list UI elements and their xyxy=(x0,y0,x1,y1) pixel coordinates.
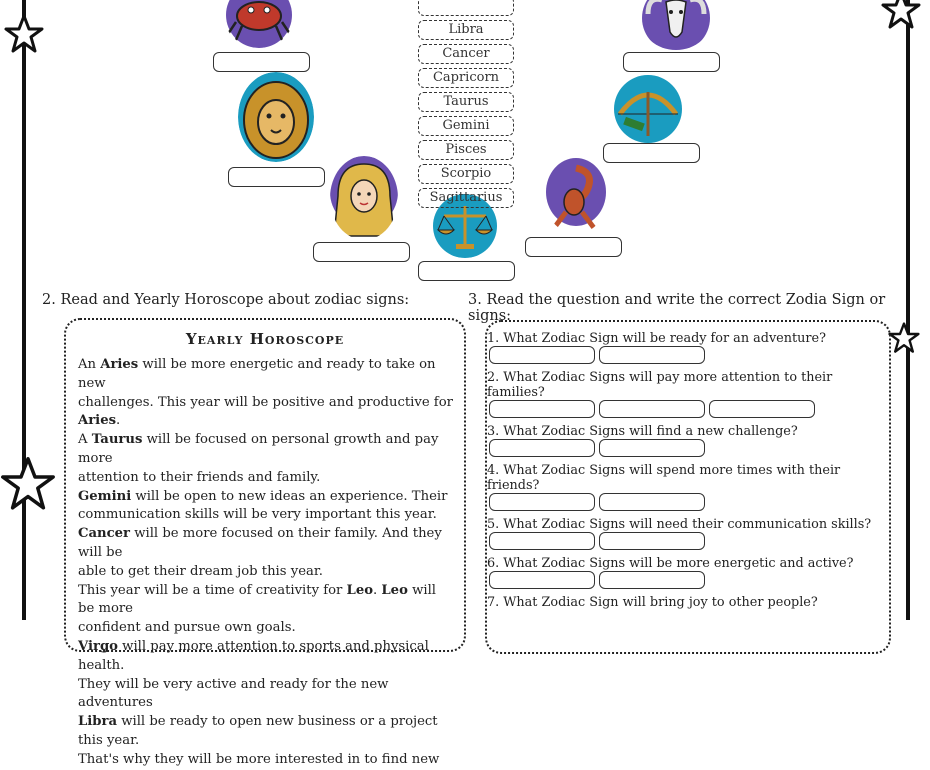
answer-input[interactable] xyxy=(599,400,705,418)
answer-row xyxy=(487,346,889,370)
word-bank-item: Cancer xyxy=(418,44,514,64)
answer-input[interactable] xyxy=(489,400,595,418)
horoscope-line: confident and pursue own goals. xyxy=(78,620,296,636)
answer-input[interactable] xyxy=(489,439,595,457)
answer-box[interactable] xyxy=(213,52,310,72)
horoscope-title: Yearly Horoscope xyxy=(185,330,345,348)
horoscope-line: Libra will be ready to open new business or a project this year. xyxy=(78,714,438,748)
question-text: 3. What Zodiac Signs will find a new challenge? xyxy=(487,424,798,439)
word-bank-item: Gemini xyxy=(418,116,514,136)
section2-heading: 2. Read and Yearly Horoscope about zodiac signs: xyxy=(42,292,410,308)
scorpio-scorpion-illustration xyxy=(544,156,608,234)
word-bank-item: Pisces xyxy=(418,140,514,160)
word-bank-item: Capricorn xyxy=(418,68,514,88)
answer-input[interactable] xyxy=(489,571,595,589)
answer-row xyxy=(487,493,889,517)
word-bank-item: Taurus xyxy=(418,92,514,112)
answer-box[interactable] xyxy=(623,52,720,72)
answer-row xyxy=(487,571,889,595)
horoscope-line: challenges. This year will be positive and productive for Aries. xyxy=(78,394,453,429)
horoscope-line: This year will be a time of creativity for Leo. Leo will be more xyxy=(78,582,437,617)
question-text: 7. What Zodiac Sign will bring joy to other people? xyxy=(487,595,818,610)
answer-box[interactable] xyxy=(313,242,410,262)
horoscope-line: An Aries will be more energetic and ready to take on new xyxy=(78,357,436,391)
horoscope-line: That's why they will be more interested in to find new xyxy=(78,751,440,767)
horoscope-line: Cancer will be more focused on their family. And they will be xyxy=(78,526,442,560)
answer-input[interactable] xyxy=(599,493,705,511)
answer-input[interactable] xyxy=(599,532,705,550)
horoscope-panel xyxy=(64,318,466,767)
leo-lion-illustration xyxy=(238,72,314,162)
word-bank-item xyxy=(418,0,514,16)
word-bank xyxy=(418,0,514,212)
horoscope-line: attention to their friends and family. xyxy=(78,469,321,485)
star-icon xyxy=(0,456,56,512)
horoscope-line: Virgo will pay more attention to sports and physical health. xyxy=(78,638,429,673)
word-bank-item: Scorpio xyxy=(418,164,514,184)
capricorn-goat-illustration xyxy=(640,0,712,50)
answer-input[interactable] xyxy=(599,439,705,457)
question-list xyxy=(487,322,889,610)
answer-row xyxy=(487,532,889,556)
left-border xyxy=(22,0,26,620)
horoscope-text xyxy=(66,356,464,770)
question-text: 6. What Zodiac Signs will be more energetic and active? xyxy=(487,556,854,571)
section3-heading: 3. Read the question and write the correct Zodia Sign or signs: xyxy=(468,292,886,324)
answer-box[interactable] xyxy=(418,261,515,281)
horoscope-line: able to get their dream job this year. xyxy=(78,563,323,579)
answer-input[interactable] xyxy=(709,400,815,418)
star-icon xyxy=(878,0,924,30)
sagittarius-bow-illustration xyxy=(610,74,686,144)
answer-input[interactable] xyxy=(599,346,705,364)
questions-panel xyxy=(485,320,891,654)
answer-row xyxy=(487,400,889,424)
answer-box[interactable] xyxy=(228,167,325,187)
cancer-crab-illustration xyxy=(224,0,294,48)
virgo-girl-illustration xyxy=(330,156,398,240)
answer-input[interactable] xyxy=(489,493,595,511)
horoscope-line: A Taurus will be focused on personal growth and pay more xyxy=(78,432,439,466)
question-text: 4. What Zodiac Signs will spend more times with their friends? xyxy=(487,463,841,493)
star-icon xyxy=(888,322,920,354)
question-text: 5. What Zodiac Signs will need their communication skills? xyxy=(487,517,872,532)
horoscope-line: Gemini will be open to new ideas an experience. Their xyxy=(78,488,448,504)
question-text: 2. What Zodiac Signs will pay more attention to their families? xyxy=(487,370,833,400)
word-bank-item: Sagittarius xyxy=(418,188,514,208)
answer-row xyxy=(487,439,889,463)
horoscope-line: communication skills will be very important this year. xyxy=(78,507,437,523)
answer-input[interactable] xyxy=(489,532,595,550)
word-bank-item: Libra xyxy=(418,20,514,40)
answer-box[interactable] xyxy=(603,143,700,163)
answer-input[interactable] xyxy=(489,346,595,364)
horoscope-line: They will be very active and ready for the new adventures xyxy=(78,676,389,711)
question-text: 1. What Zodiac Sign will be ready for an adventure? xyxy=(487,331,826,346)
star-icon xyxy=(4,14,44,54)
answer-input[interactable] xyxy=(599,571,705,589)
answer-box[interactable] xyxy=(525,237,622,257)
